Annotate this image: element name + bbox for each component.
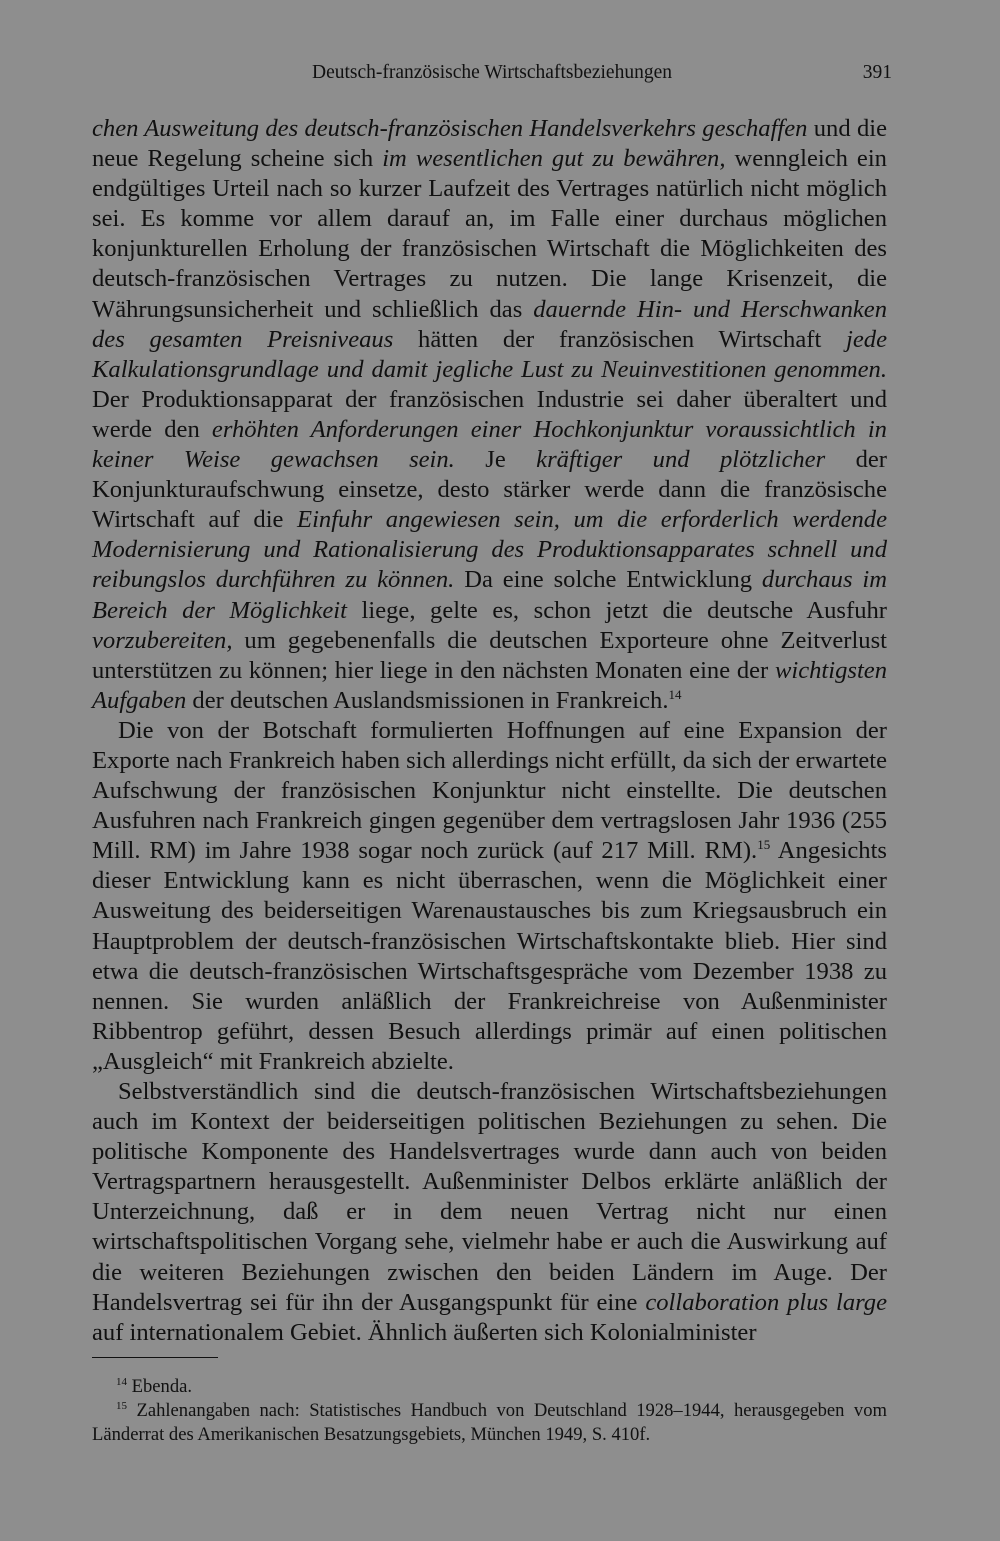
paragraph [92, 114, 887, 716]
footnote-number: 14 [116, 1375, 127, 1388]
text-run: Angesichts dieser Entwicklung kann es nicht überraschen, wenn die Möglichkeit einer Ausweitung des beiderseitigen Warenaustausches bis zum Kriegsausbruch ein Hauptproblem der deutsch-französischen Wirtschaftskontakte blieb. Hier sind etwa die deutsch-französischen Wirtschaftsgespräche vom Dezember 1938 zu nennen. Sie wurden anläßlich der Frankreichreise von Außenminister Ribbentrop geführt, dessen Besuch allerdings primär auf einen politischen „Ausgleich“ mit Frankreich abzielte. [92, 837, 887, 1075]
text-run: Die von der Botschaft formulierten Hoffnungen auf eine Expansion der Exporte nach Frankreich haben sich allerdings nicht erfüllt, da sich der erwartete Aufschwung der französischen Konjunktur nicht einstellte. Die deutschen Ausfuhren nach Frankreich gingen gegenüber dem vertragslosen Jahr 1936 (255 Mill. RM) im Jahre 1938 sogar noch zurück (auf 217 Mill. RM). [92, 716, 887, 865]
paragraph [92, 1077, 887, 1348]
text-run: hätten der französischen Wirtschaft [393, 325, 847, 353]
emphasized-text: erhöhten Anforderungen einer Hochkonjunktur voraussichtlich in keiner Weise gewachsen sein. [92, 415, 887, 474]
footnotes [92, 1375, 887, 1447]
text-run: Da eine solche Entwicklung [454, 566, 762, 594]
text-run: und die neue Regelung scheine sich [92, 115, 887, 173]
emphasized-text: jede Kalkulationsgrundlage und damit jegliche Lust zu Neuinvestitionen genommen. [92, 325, 887, 383]
text-run: auf internationalem Gebiet. Ähnlich äußerten sich Kolonialminister [92, 1318, 757, 1346]
emphasized-text: kräftiger und plötzlicher [536, 446, 826, 474]
text-run: um gegebenenfalls die deutschen Exporteure ohne Zeitverlust unterstützen zu können; hier liege in den nächsten Monaten eine der [92, 626, 887, 684]
footnote-text: Zahlenangaben nach: Statistisches Handbuch von Deutschland 1928–1944, herausgegeben vom Länderrat des Amerikanischen Besatzungsgebiets, München 1949, S. 410f. [92, 1400, 887, 1445]
footnote-divider [92, 1357, 218, 1358]
running-head [92, 62, 892, 92]
text-run: wenngleich ein endgültiges Urteil nach so kurzer Laufzeit des Vertrages natürlich nicht möglich sei. Es komme vor allem darauf an, im Falle einer durchaus möglichen konjunkturellen Erholung der französischen Wirtschaft die Möglichkeiten des deutsch-französischen Vertrages zu nutzen. Die lange Krisenzeit, die Währungsunsicherheit und schließlich das [92, 145, 887, 323]
emphasized-text: collaboration plus large [645, 1288, 887, 1316]
footnote-number: 15 [116, 1399, 127, 1412]
footnote-text: Ebenda. [127, 1376, 193, 1397]
footnote [92, 1399, 887, 1447]
paragraph [92, 716, 887, 1077]
emphasized-text: Einfuhr angewiesen sein, um die erforderlich werdende Modernisierung und Rationalisierung des Produktionsapparates schnell und reibungslos durchführen zu können. [92, 506, 888, 594]
emphasized-text: vorzubereiten, [92, 626, 233, 654]
running-title: Deutsch-französische Wirtschaftsbeziehungen [311, 62, 672, 83]
emphasized-text: im wesentlichen gut zu bewähren, [382, 145, 726, 173]
text-run: Je [454, 446, 537, 474]
footnote-reference: 14 [668, 686, 682, 702]
body-text [92, 114, 887, 1348]
footnote [92, 1375, 887, 1399]
page-number: 391 [862, 62, 892, 83]
emphasized-text: dauernde Hin- und Herschwanken des gesamten Preisniveaus [92, 295, 887, 353]
footnote-reference: 15 [757, 837, 771, 853]
text-run: Der Produktionsapparat der französischen Industrie sei daher überaltert und werde den [92, 385, 887, 443]
emphasized-text: chen Ausweitung des deutsch-französischen Handelsverkehrs geschaffen [92, 115, 808, 142]
emphasized-text: wichtigsten Aufgaben [92, 656, 887, 714]
text-run: liege, gelte es, schon jetzt die deutsche Ausfuhr [346, 596, 887, 624]
text-run: der deutschen Auslandsmissionen in Frankreich. [186, 686, 669, 714]
text-run: Selbstverständlich sind die deutsch-französischen Wirtschaftsbeziehungen auch im Kontext der beiderseitigen politischen Beziehungen zu sehen. Die politische Komponente des Handelsvertrages wurde dann auch von beiden Vertragspartnern herausgestellt. Außenminister Delbos erklärte anläßlich der Unterzeichnung, daß er in dem neuen Vertrag nicht nur einen wirtschaftspolitischen Vorgang sehe, vielmehr habe er auch die Auswirkung auf die weiteren Beziehungen zwischen den beiden Ländern im Auge. Der Handelsvertrag sei für ihn der Ausgangspunkt für eine [92, 1078, 887, 1316]
emphasized-text: durchaus im Bereich der Möglichkeit [92, 566, 887, 624]
text-run: der Konjunkturaufschwung einsetze, desto stärker werde dann die französische Wirtschaft auf die [92, 446, 887, 534]
